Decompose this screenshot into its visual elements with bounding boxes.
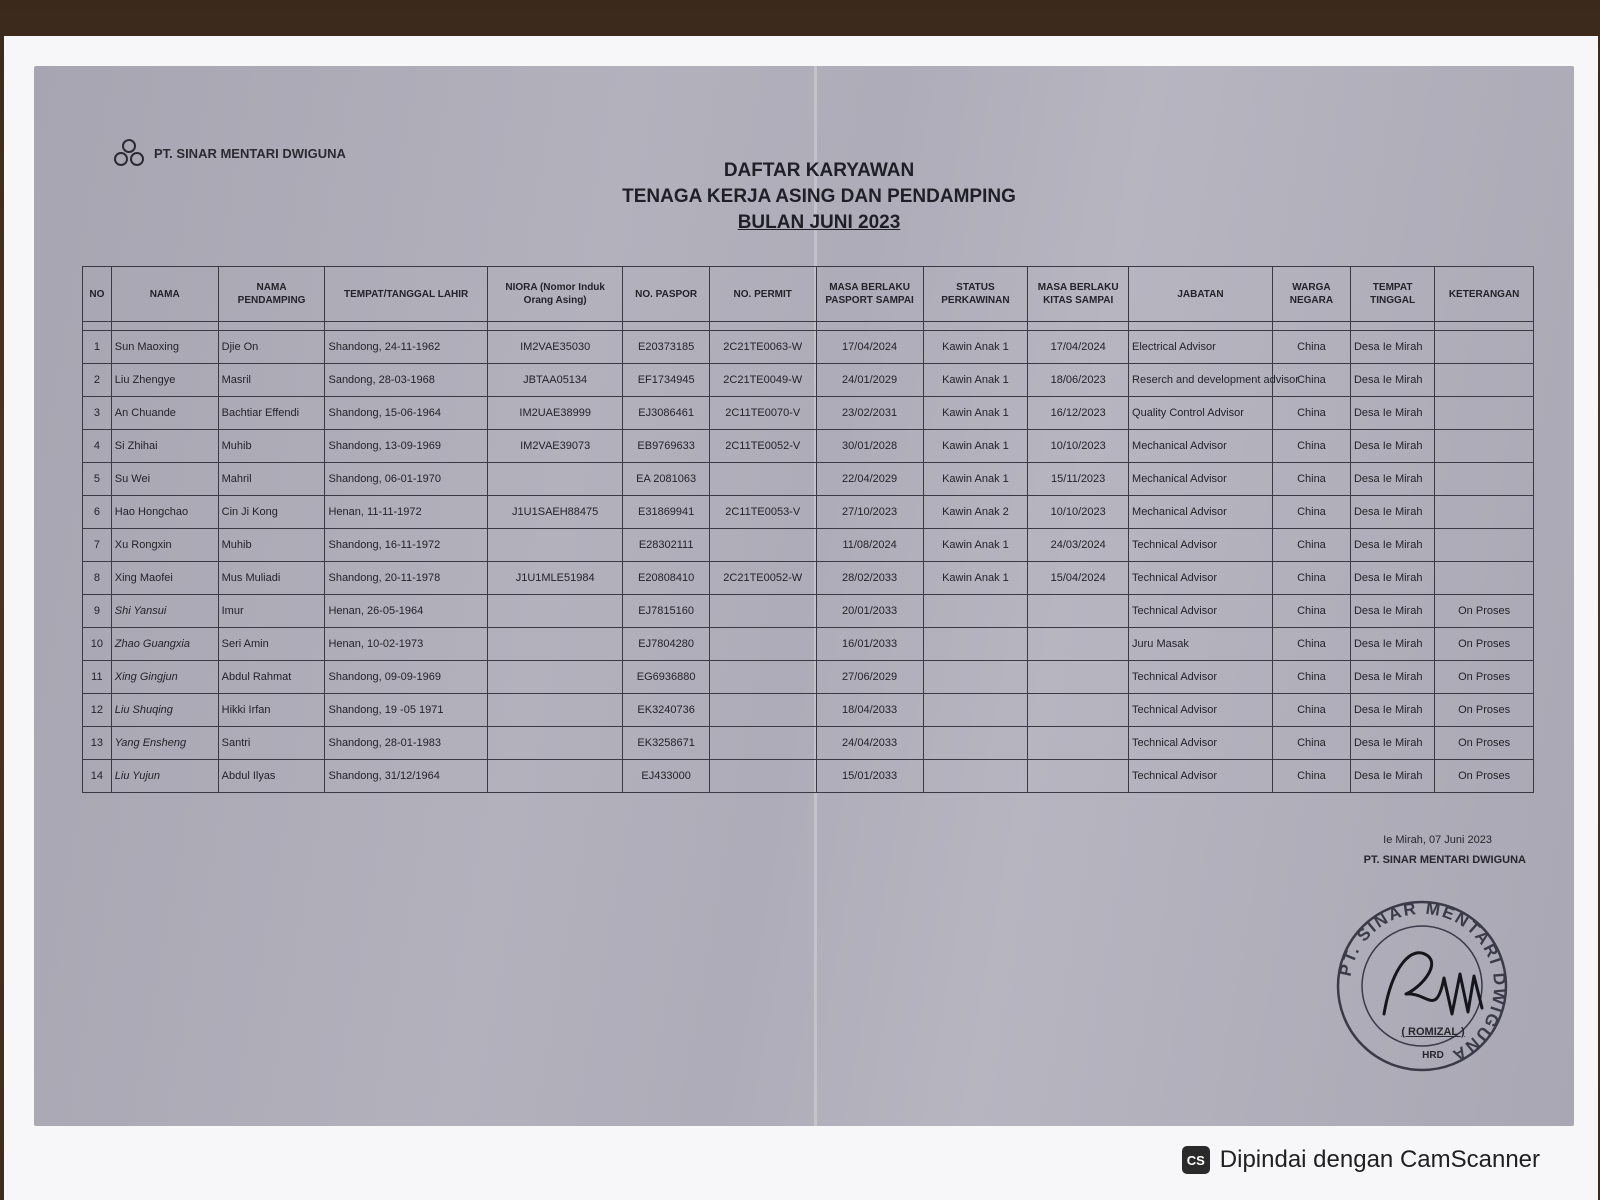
cell-status-perkawinan: Kawin Anak 1	[923, 331, 1028, 364]
header-tempat-tinggal: TEMPAT TINGGAL	[1350, 267, 1434, 322]
cell-jabatan: Technical Advisor	[1129, 595, 1273, 628]
header-no: NO	[83, 267, 112, 322]
document-title	[474, 158, 1164, 236]
cell-nama: Su Wei	[111, 463, 218, 496]
cell-no-permit	[709, 661, 816, 694]
cell-no: 12	[83, 694, 112, 727]
cell-warga-negara: China	[1272, 727, 1350, 760]
cell-no-paspor: EB9769633	[623, 430, 709, 463]
cell-no-paspor: EJ7815160	[623, 595, 709, 628]
cell-warga-negara: China	[1272, 628, 1350, 661]
cell-no-paspor: EA 2081063	[623, 463, 709, 496]
cell-masa-berlaku-kitas: 16/12/2023	[1028, 397, 1129, 430]
cell-nama-pendamping: Mahril	[218, 463, 325, 496]
header-niora: NIORA (Nomor Induk Orang Asing)	[487, 267, 623, 322]
cell-masa-berlaku-paspor: 27/06/2029	[816, 661, 923, 694]
cell-nama-pendamping: Djie On	[218, 331, 325, 364]
cell-no: 5	[83, 463, 112, 496]
cell-status-perkawinan	[923, 760, 1028, 793]
table-row	[83, 760, 1534, 793]
cell-status-perkawinan: Kawin Anak 1	[923, 529, 1028, 562]
table-row	[83, 430, 1534, 463]
cell-status-perkawinan	[923, 694, 1028, 727]
cell-masa-berlaku-kitas	[1028, 694, 1129, 727]
cell-masa-berlaku-kitas: 10/10/2023	[1028, 496, 1129, 529]
cell-nama-pendamping: Abdul Rahmat	[218, 661, 325, 694]
cell-keterangan: On Proses	[1435, 694, 1534, 727]
table-row	[83, 595, 1534, 628]
cell-warga-negara: China	[1272, 562, 1350, 595]
cell-jabatan: Technical Advisor	[1129, 661, 1273, 694]
cell-masa-berlaku-paspor: 17/04/2024	[816, 331, 923, 364]
cell-niora	[487, 694, 623, 727]
cell-nama: Liu Shuqing	[111, 694, 218, 727]
paper-sheet	[4, 36, 1598, 1200]
cell-masa-berlaku-kitas	[1028, 661, 1129, 694]
company-name: PT. SINAR MENTARI DWIGUNA	[154, 145, 346, 161]
cell-tempat-tanggal-lahir: Shandong, 09-09-1969	[325, 661, 487, 694]
cell-masa-berlaku-paspor: 22/04/2029	[816, 463, 923, 496]
cell-no: 3	[83, 397, 112, 430]
cell-tempat-tinggal: Desa Ie Mirah	[1350, 496, 1434, 529]
cell-jabatan: Mechanical Advisor	[1129, 496, 1273, 529]
cell-no-paspor: EJ433000	[623, 760, 709, 793]
cell-tempat-tanggal-lahir: Henan, 11-11-1972	[325, 496, 487, 529]
cell-nama-pendamping: Seri Amin	[218, 628, 325, 661]
cell-keterangan: On Proses	[1435, 760, 1534, 793]
cell-nama: An Chuande	[111, 397, 218, 430]
cell-keterangan	[1435, 529, 1534, 562]
cell-warga-negara: China	[1272, 760, 1350, 793]
cell-nama-pendamping: Muhib	[218, 529, 325, 562]
cell-tempat-tanggal-lahir: Shandong, 13-09-1969	[325, 430, 487, 463]
cell-niora	[487, 529, 623, 562]
cell-keterangan	[1435, 430, 1534, 463]
cell-nama: Hao Hongchao	[111, 496, 218, 529]
cell-masa-berlaku-paspor: 24/04/2033	[816, 727, 923, 760]
cell-jabatan: Technical Advisor	[1129, 529, 1273, 562]
cell-tempat-tinggal: Desa Ie Mirah	[1350, 661, 1434, 694]
cell-no-permit: 2C21TE0063-W	[709, 331, 816, 364]
cell-tempat-tanggal-lahir: Shandong, 15-06-1964	[325, 397, 487, 430]
signature-company: PT. SINAR MENTARI DWIGUNA	[1363, 854, 1526, 866]
cell-no-paspor: EJ3086461	[623, 397, 709, 430]
title-line-1: DAFTAR KARYAWAN	[723, 160, 915, 181]
table-row	[83, 727, 1534, 760]
cell-tempat-tanggal-lahir: Henan, 10-02-1973	[325, 628, 487, 661]
cell-nama: Xing Gingjun	[111, 661, 218, 694]
cell-niora	[487, 760, 623, 793]
cell-status-perkawinan	[923, 727, 1028, 760]
cell-tempat-tinggal: Desa Ie Mirah	[1350, 760, 1434, 793]
cell-no-permit	[709, 595, 816, 628]
cell-jabatan: Quality Control Advisor	[1129, 397, 1273, 430]
cell-no: 10	[83, 628, 112, 661]
cell-nama-pendamping: Hikki Irfan	[218, 694, 325, 727]
table-body	[83, 322, 1534, 793]
cell-nama: Shi Yansui	[111, 595, 218, 628]
cell-warga-negara: China	[1272, 331, 1350, 364]
cell-nama-pendamping: Cin Ji Kong	[218, 496, 325, 529]
cell-tempat-tanggal-lahir: Shandong, 20-11-1978	[325, 562, 487, 595]
cell-masa-berlaku-kitas: 15/11/2023	[1028, 463, 1129, 496]
cell-tempat-tinggal: Desa Ie Mirah	[1350, 727, 1434, 760]
table-row	[83, 562, 1534, 595]
cell-masa-berlaku-paspor: 24/01/2029	[816, 364, 923, 397]
cell-nama: Liu Yujun	[111, 760, 218, 793]
cell-masa-berlaku-paspor: 15/01/2033	[816, 760, 923, 793]
cell-status-perkawinan	[923, 628, 1028, 661]
cell-nama-pendamping: Santri	[218, 727, 325, 760]
signatory-role: HRD	[1422, 1050, 1444, 1061]
cell-tempat-tinggal: Desa Ie Mirah	[1350, 430, 1434, 463]
table-row	[83, 694, 1534, 727]
three-circles-logo-icon	[112, 138, 146, 168]
table-header-row	[83, 267, 1534, 322]
cell-niora	[487, 727, 623, 760]
cell-no-permit	[709, 694, 816, 727]
cell-no: 7	[83, 529, 112, 562]
cell-status-perkawinan	[923, 595, 1028, 628]
cell-masa-berlaku-paspor: 30/01/2028	[816, 430, 923, 463]
handwritten-signature	[1384, 953, 1482, 1014]
cell-masa-berlaku-kitas	[1028, 628, 1129, 661]
employee-table	[82, 266, 1534, 793]
cell-warga-negara: China	[1272, 496, 1350, 529]
cell-warga-negara: China	[1272, 463, 1350, 496]
cell-status-perkawinan	[923, 661, 1028, 694]
cell-no: 8	[83, 562, 112, 595]
cell-no-permit	[709, 760, 816, 793]
cell-no-paspor: EK3240736	[623, 694, 709, 727]
cell-masa-berlaku-paspor: 23/02/2031	[816, 397, 923, 430]
cell-status-perkawinan: Kawin Anak 1	[923, 562, 1028, 595]
cell-keterangan: On Proses	[1435, 628, 1534, 661]
header-no-permit: NO. PERMIT	[709, 267, 816, 322]
cell-keterangan	[1435, 496, 1534, 529]
cell-warga-negara: China	[1272, 397, 1350, 430]
cell-no: 4	[83, 430, 112, 463]
cell-keterangan	[1435, 364, 1534, 397]
cell-status-perkawinan: Kawin Anak 2	[923, 496, 1028, 529]
cell-no-paspor: EF1734945	[623, 364, 709, 397]
header-masa-berlaku-paspor: MASA BERLAKU PASPORT SAMPAI	[816, 267, 923, 322]
cell-nama-pendamping: Mus Muliadi	[218, 562, 325, 595]
cell-nama: Yang Ensheng	[111, 727, 218, 760]
header-nama-pendamping: NAMA PENDAMPING	[218, 267, 325, 322]
cell-warga-negara: China	[1272, 430, 1350, 463]
header-tempat-tanggal-lahir: TEMPAT/TANGGAL LAHIR	[325, 267, 487, 322]
cell-no-permit: 2C11TE0053-V	[709, 496, 816, 529]
cell-jabatan: Juru Masak	[1129, 628, 1273, 661]
cell-nama-pendamping: Masril	[218, 364, 325, 397]
cell-no-permit	[709, 628, 816, 661]
table-row	[83, 628, 1534, 661]
header-keterangan: KETERANGAN	[1435, 267, 1534, 322]
header-nama: NAMA	[111, 267, 218, 322]
cell-niora	[487, 661, 623, 694]
header-masa-berlaku-kitas: MASA BERLAKU KITAS SAMPAI	[1028, 267, 1129, 322]
cell-no-permit: 2C21TE0049-W	[709, 364, 816, 397]
cell-niora: J1U1SAEH88475	[487, 496, 623, 529]
cell-jabatan: Mechanical Advisor	[1129, 463, 1273, 496]
cell-no-paspor: E20808410	[623, 562, 709, 595]
cell-no-permit: 2C11TE0052-V	[709, 430, 816, 463]
cell-tempat-tinggal: Desa Ie Mirah	[1350, 562, 1434, 595]
cell-masa-berlaku-kitas: 24/03/2024	[1028, 529, 1129, 562]
cell-warga-negara: China	[1272, 694, 1350, 727]
cell-no-permit: 2C21TE0052-W	[709, 562, 816, 595]
cell-masa-berlaku-kitas: 18/06/2023	[1028, 364, 1129, 397]
cell-jabatan: Technical Advisor	[1129, 760, 1273, 793]
cell-masa-berlaku-paspor: 11/08/2024	[816, 529, 923, 562]
cell-nama: Sun Maoxing	[111, 331, 218, 364]
cell-no: 14	[83, 760, 112, 793]
cell-jabatan: Reserch and development advisor	[1129, 364, 1273, 397]
cell-no-paspor: E31869941	[623, 496, 709, 529]
cell-tempat-tanggal-lahir: Shandong, 28-01-1983	[325, 727, 487, 760]
cell-no: 6	[83, 496, 112, 529]
cell-no: 2	[83, 364, 112, 397]
cell-tempat-tinggal: Desa Ie Mirah	[1350, 331, 1434, 364]
cell-niora: IM2VAE39073	[487, 430, 623, 463]
cell-no-permit	[709, 529, 816, 562]
header-status-perkawinan: STATUS PERKAWINAN	[923, 267, 1028, 322]
cell-masa-berlaku-paspor: 27/10/2023	[816, 496, 923, 529]
cell-status-perkawinan: Kawin Anak 1	[923, 364, 1028, 397]
cell-niora: J1U1MLE51984	[487, 562, 623, 595]
cell-warga-negara: China	[1272, 529, 1350, 562]
cell-no: 13	[83, 727, 112, 760]
cell-keterangan	[1435, 331, 1534, 364]
cell-masa-berlaku-kitas: 15/04/2024	[1028, 562, 1129, 595]
cell-warga-negara: China	[1272, 661, 1350, 694]
cell-nama: Liu Zhengye	[111, 364, 218, 397]
cell-tempat-tanggal-lahir: Henan, 26-05-1964	[325, 595, 487, 628]
cell-masa-berlaku-paspor: 28/02/2033	[816, 562, 923, 595]
company-header	[112, 138, 346, 168]
cell-no-paspor: EJ7804280	[623, 628, 709, 661]
header-warga-negara: WARGA NEGARA	[1272, 267, 1350, 322]
cell-nama: Si Zhihai	[111, 430, 218, 463]
cell-keterangan	[1435, 463, 1534, 496]
signatory-name: ( ROMIZAL )	[1401, 1026, 1465, 1038]
camscanner-text: Dipindai dengan CamScanner	[1219, 1146, 1540, 1173]
cell-tempat-tinggal: Desa Ie Mirah	[1350, 595, 1434, 628]
cell-masa-berlaku-paspor: 18/04/2033	[816, 694, 923, 727]
cell-jabatan: Technical Advisor	[1129, 562, 1273, 595]
cell-status-perkawinan: Kawin Anak 1	[923, 430, 1028, 463]
title-line-2: TENAGA KERJA ASING DAN PENDAMPING	[622, 186, 1016, 207]
cell-tempat-tanggal-lahir: Shandong, 31/12/1964	[325, 760, 487, 793]
cell-niora: JBTAA05134	[487, 364, 623, 397]
cell-no: 11	[83, 661, 112, 694]
cell-nama: Zhao Guangxia	[111, 628, 218, 661]
cell-masa-berlaku-paspor: 16/01/2033	[816, 628, 923, 661]
cell-keterangan: On Proses	[1435, 727, 1534, 760]
cell-niora	[487, 595, 623, 628]
cell-tempat-tinggal: Desa Ie Mirah	[1350, 694, 1434, 727]
table-row	[83, 661, 1534, 694]
cell-no-permit	[709, 463, 816, 496]
cell-tempat-tanggal-lahir: Sandong, 28-03-1968	[325, 364, 487, 397]
cell-nama-pendamping: Muhib	[218, 430, 325, 463]
cell-masa-berlaku-paspor: 20/01/2033	[816, 595, 923, 628]
cell-no-paspor: E20373185	[623, 331, 709, 364]
table-spacer-row	[83, 322, 1534, 331]
cell-no-permit: 2C11TE0070-V	[709, 397, 816, 430]
signature-place-date: Ie Mirah, 07 Juni 2023	[1383, 834, 1492, 846]
cell-jabatan: Technical Advisor	[1129, 727, 1273, 760]
cell-tempat-tanggal-lahir: Shandong, 24-11-1962	[325, 331, 487, 364]
cell-masa-berlaku-kitas: 17/04/2024	[1028, 331, 1129, 364]
table-row	[83, 397, 1534, 430]
company-stamp	[1332, 896, 1512, 1076]
stamp-ring-text: PT. SINAR MENTARI DWIGUNA	[1335, 898, 1510, 1066]
cell-niora	[487, 628, 623, 661]
cell-jabatan: Electrical Advisor	[1129, 331, 1273, 364]
cell-masa-berlaku-kitas	[1028, 595, 1129, 628]
cell-keterangan	[1435, 562, 1534, 595]
cell-niora: IM2VAE35030	[487, 331, 623, 364]
header-jabatan: JABATAN	[1129, 267, 1273, 322]
cell-tempat-tinggal: Desa Ie Mirah	[1350, 628, 1434, 661]
cell-nama-pendamping: Bachtiar Effendi	[218, 397, 325, 430]
table-row	[83, 529, 1534, 562]
cell-niora: IM2UAE38999	[487, 397, 623, 430]
table-row	[83, 463, 1534, 496]
cell-keterangan: On Proses	[1435, 595, 1534, 628]
cell-keterangan: On Proses	[1435, 661, 1534, 694]
signature-block	[1296, 834, 1526, 866]
document-print-area	[34, 66, 1574, 1126]
cell-warga-negara: China	[1272, 595, 1350, 628]
cell-keterangan	[1435, 397, 1534, 430]
cell-masa-berlaku-kitas	[1028, 760, 1129, 793]
cell-jabatan: Technical Advisor	[1129, 694, 1273, 727]
cell-niora	[487, 463, 623, 496]
cell-tempat-tanggal-lahir: Shandong, 06-01-1970	[325, 463, 487, 496]
cell-nama: Xu Rongxin	[111, 529, 218, 562]
cell-jabatan: Mechanical Advisor	[1129, 430, 1273, 463]
camscanner-watermark	[1182, 1146, 1540, 1174]
cell-warga-negara: China	[1272, 364, 1350, 397]
table-row	[83, 331, 1534, 364]
cell-no: 9	[83, 595, 112, 628]
cell-nama: Xing Maofei	[111, 562, 218, 595]
cell-tempat-tanggal-lahir: Shandong, 16-11-1972	[325, 529, 487, 562]
cell-nama-pendamping: Abdul Ilyas	[218, 760, 325, 793]
cell-tempat-tinggal: Desa Ie Mirah	[1350, 463, 1434, 496]
cell-no-paspor: EG6936880	[623, 661, 709, 694]
cell-no-paspor: E28302111	[623, 529, 709, 562]
title-line-3: BULAN JUNI 2023	[737, 212, 901, 233]
cell-no-permit	[709, 727, 816, 760]
cell-tempat-tinggal: Desa Ie Mirah	[1350, 529, 1434, 562]
cell-masa-berlaku-kitas	[1028, 727, 1129, 760]
camscanner-logo-icon: CS	[1182, 1146, 1210, 1174]
cell-status-perkawinan: Kawin Anak 1	[923, 463, 1028, 496]
cell-no: 1	[83, 331, 112, 364]
cell-tempat-tanggal-lahir: Shandong, 19 -05 1971	[325, 694, 487, 727]
cell-no-paspor: EK3258671	[623, 727, 709, 760]
cell-status-perkawinan: Kawin Anak 1	[923, 397, 1028, 430]
header-no-paspor: NO. PASPOR	[623, 267, 709, 322]
table-row	[83, 496, 1534, 529]
cell-masa-berlaku-kitas: 10/10/2023	[1028, 430, 1129, 463]
cell-tempat-tinggal: Desa Ie Mirah	[1350, 397, 1434, 430]
table-row	[83, 364, 1534, 397]
cell-nama-pendamping: Imur	[218, 595, 325, 628]
cell-tempat-tinggal: Desa Ie Mirah	[1350, 364, 1434, 397]
